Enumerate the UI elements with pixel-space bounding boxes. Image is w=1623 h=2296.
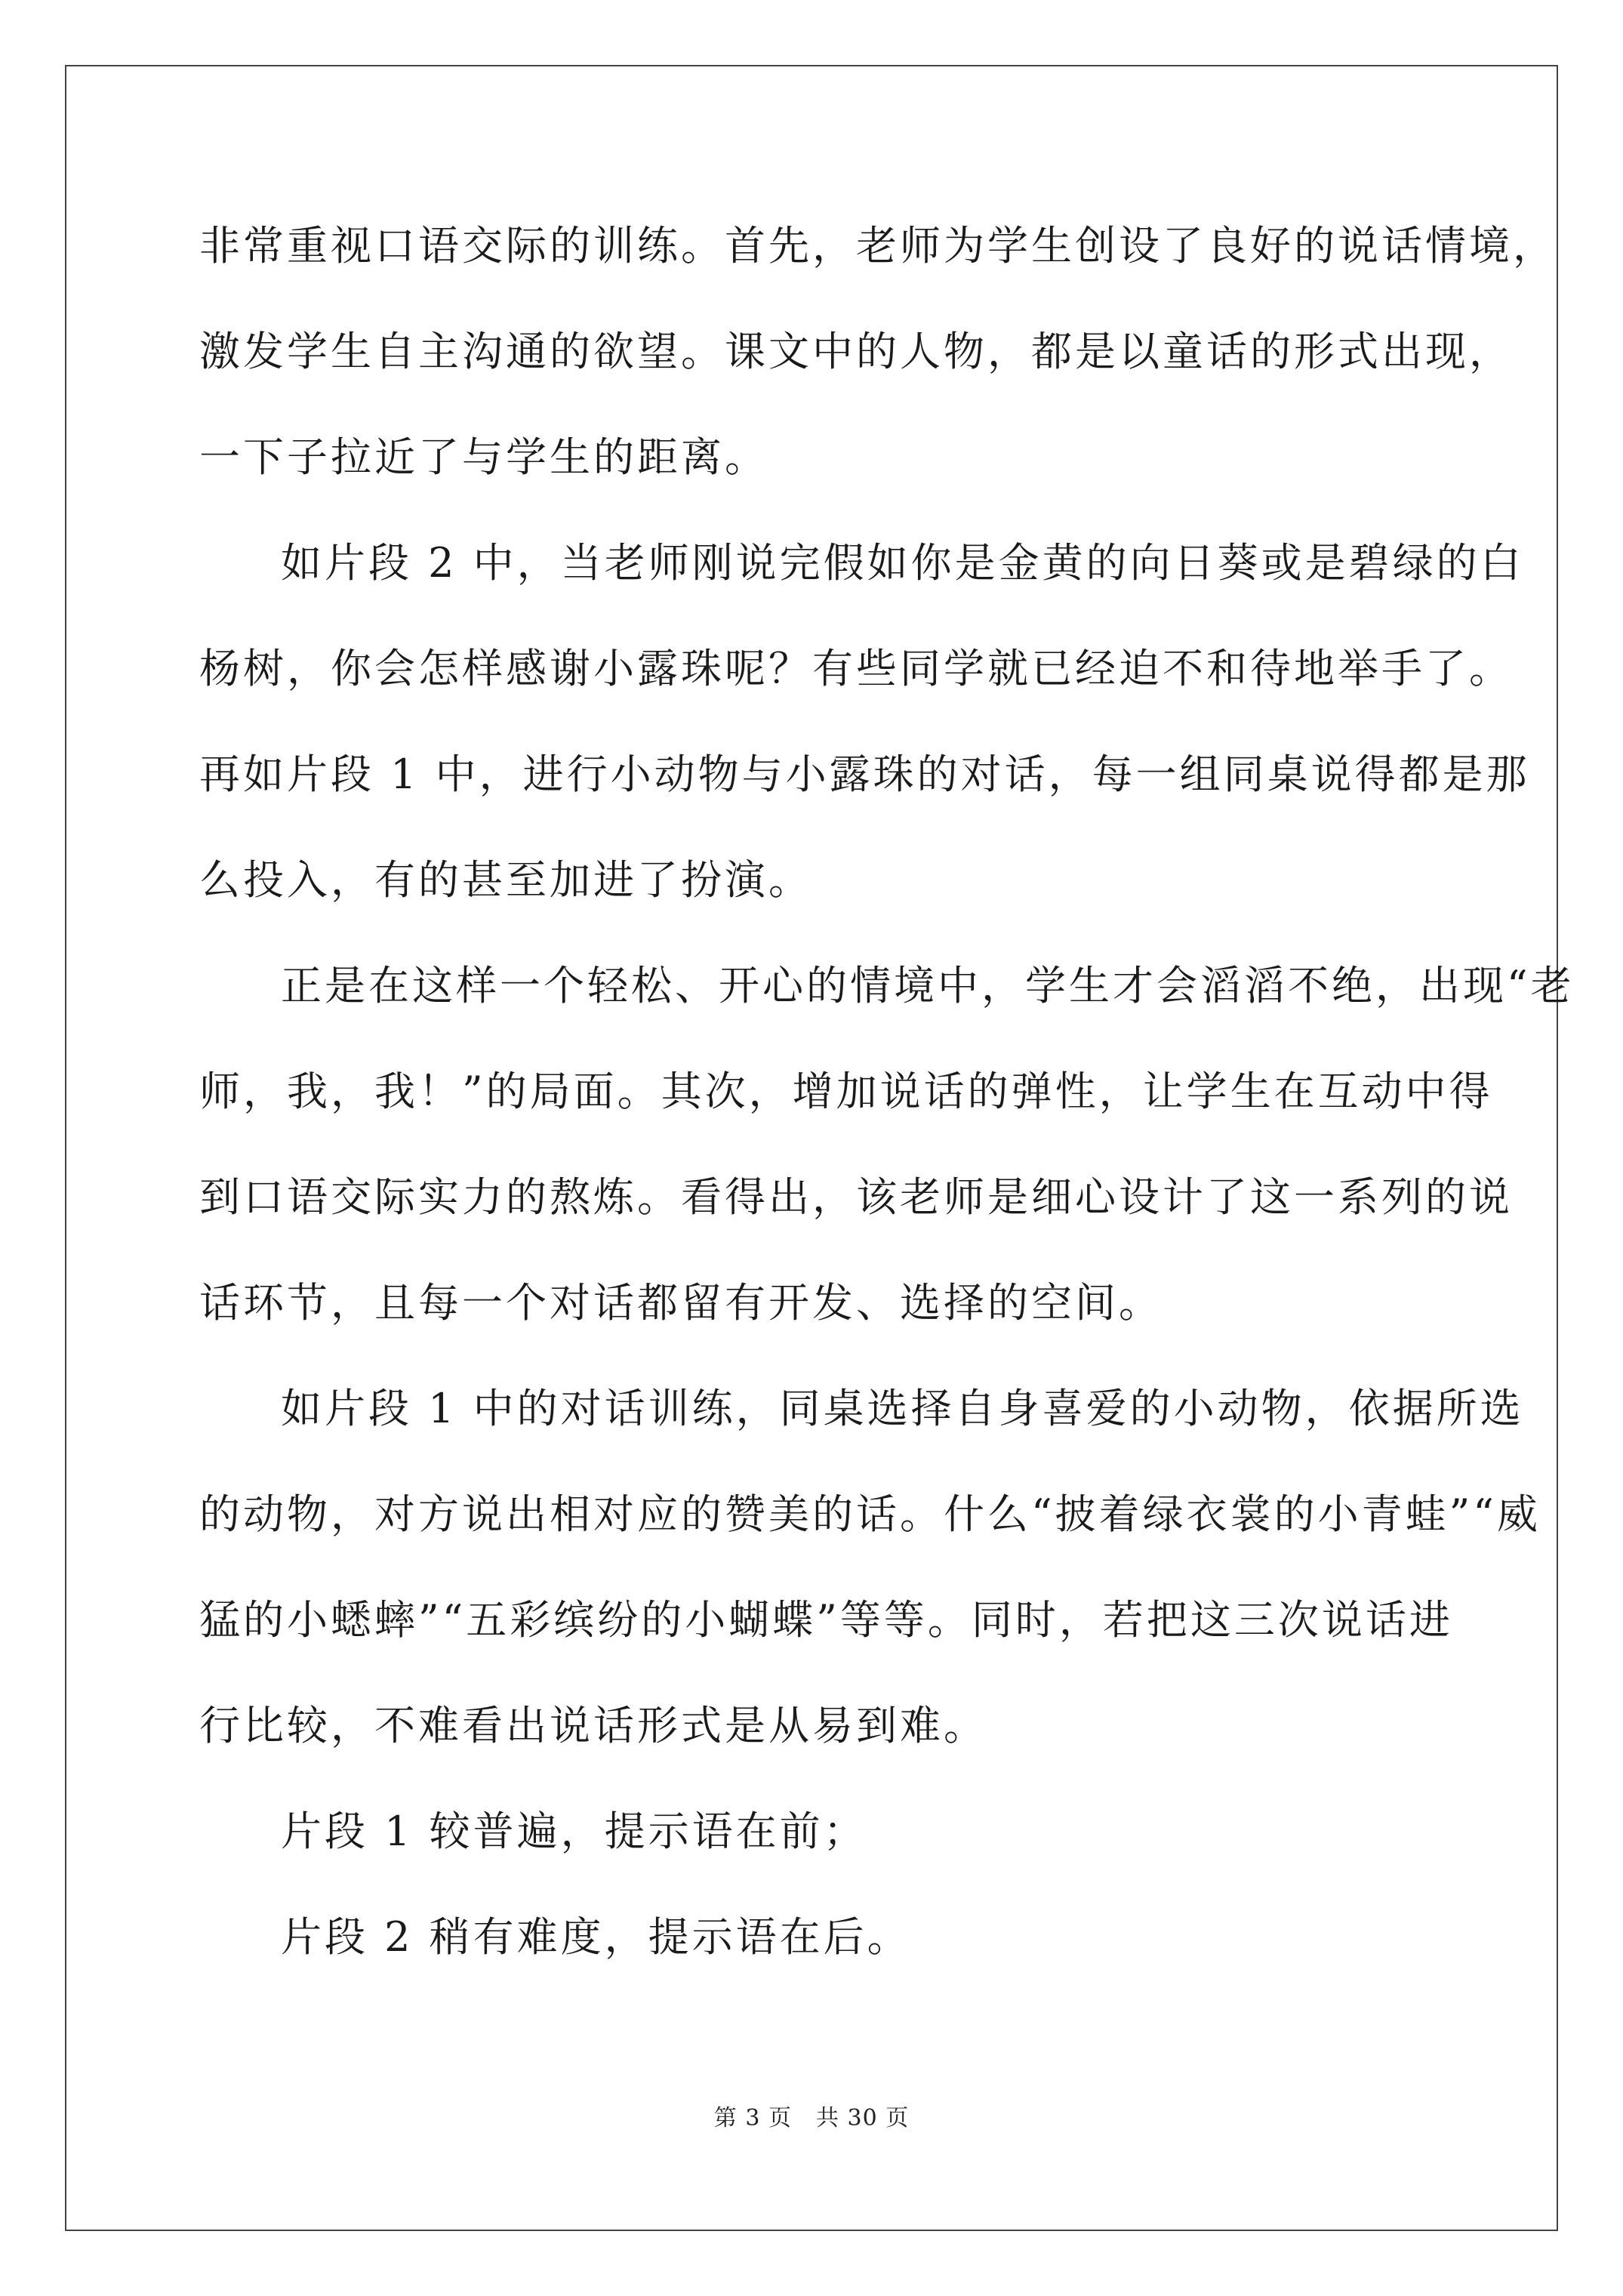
text-line: 师，我，我！”的局面。其次，增加说话的弹性，让学生在互动中得 — [199, 1068, 1493, 1115]
text-line: 到口语交际实力的熬炼。看得出，该老师是细心设计了这一系列的说 — [199, 1173, 1513, 1221]
paragraph-start-line: 片段 1 较普遍，提示语在前； — [281, 1808, 867, 1855]
document-body — [199, 193, 1575, 1990]
paragraph-start-line: 如片段 2 中，当老师刚说完假如你是金黄的向日葵或是碧绿的白 — [281, 539, 1524, 587]
text-line: 杨树，你会怎样感谢小露珠呢？有些同学就已经迫不和待地举手了。 — [199, 645, 1513, 692]
text-line: 么投入，有的甚至加进了扮演。 — [199, 856, 812, 904]
text-line: 猛的小蟋蟀”“五彩缤纷的小蝴蝶”等等。同时，若把这三次说话进 — [199, 1596, 1453, 1644]
page-footer — [0, 2099, 1623, 2132]
text-line: 激发学生自主沟通的欲望。课文中的人物，都是以童话的形式出现， — [199, 328, 1513, 375]
paragraph-start-line: 如片段 1 中的对话训练，同桌选择自身喜爱的小动物，依据所选 — [281, 1385, 1524, 1432]
page-number: 第 3 页 — [713, 2105, 792, 2131]
text-line: 非常重视口语交际的训练。首先，老师为学生创设了良好的说话情境， — [199, 222, 1557, 270]
text-line: 一下子拉近了与学生的距离。 — [199, 433, 768, 481]
paragraph-start-line: 片段 2 稍有难度，提示语在后。 — [281, 1913, 911, 1961]
text-line: 的动物，对方说出相对应的赞美的话。什么“披着绿衣裳的小青蛙”“威 — [199, 1490, 1541, 1538]
paragraph-start-line: 正是在这样一个轻松、开心的情境中，学生才会滔滔不绝，出现“老 — [281, 962, 1575, 1009]
text-line: 再如片段 1 中，进行小动物与小露珠的对话，每一组同桌说得都是那 — [199, 750, 1530, 798]
text-line: 行比较，不难看出说话形式是从易到难。 — [199, 1702, 987, 1749]
text-line: 话环节，且每一个对话都留有开发、选择的空间。 — [199, 1279, 1163, 1327]
page-total: 共 30 页 — [815, 2105, 910, 2131]
